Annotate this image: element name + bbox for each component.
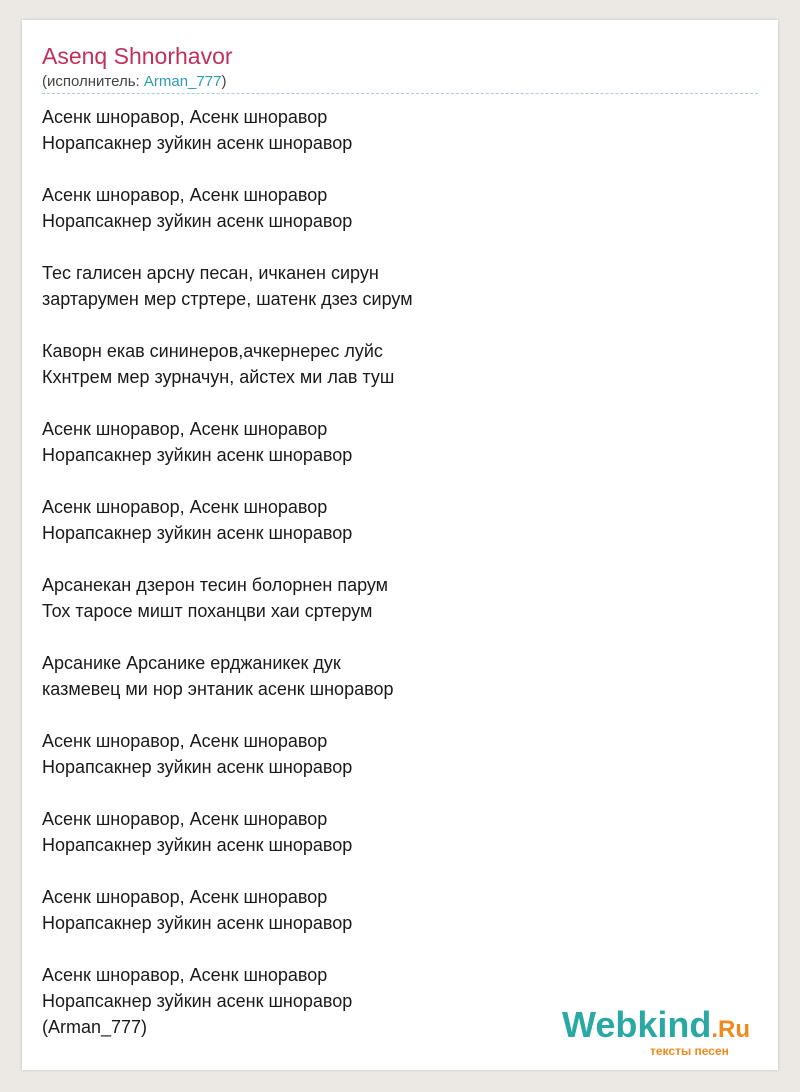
stanza: [42, 728, 413, 780]
lyric-line: Арсанекан дзерон тесин болорнен парум: [42, 575, 389, 595]
lyrics-body: [42, 104, 413, 1040]
lyric-line: Тох таросе мишт поханцви хаи сртерум: [42, 601, 373, 621]
lyric-line: Каворн екав сининеров,ачкернерес луйс: [42, 341, 383, 361]
lyric-line: (Arman_777): [42, 1017, 148, 1037]
stanza: [42, 338, 413, 390]
lyric-line: Норапсакнер зуйкин асенк шноравор: [42, 211, 353, 231]
stanza: [42, 260, 413, 312]
lyric-line: Тес галисен арсну песан, ичканен сирун: [42, 263, 379, 283]
logo-tagline: тексты песен: [650, 1044, 729, 1058]
lyric-line: Кхнтрем мер зурначун, айстех ми лав туш: [42, 367, 395, 387]
song-title: Asenq Shnorhavor: [42, 43, 233, 69]
lyric-line: Асенк шноравор, Асенк шноравор: [42, 497, 328, 517]
lyric-line: Арсанике Арсанике ерджаникек дук: [42, 653, 341, 673]
logo-brand: Webkind: [562, 1004, 712, 1045]
lyric-line: Асенк шноравор, Асенк шноравор: [42, 185, 328, 205]
lyric-line: Асенк шноравор, Асенк шноравор: [42, 887, 328, 907]
title-divider: [42, 93, 758, 94]
lyric-line: Асенк шноравор, Асенк шноравор: [42, 107, 328, 127]
lyric-line: Норапсакнер зуйкин асенк шноравор: [42, 913, 353, 933]
lyrics-sheet: [22, 20, 778, 1070]
lyric-line: Асенк шноравор, Асенк шноравор: [42, 731, 328, 751]
lyric-line: казмевец ми нор энтаник асенк шноравор: [42, 679, 394, 699]
lyric-line: Норапсакнер зуйкин асенк шноравор: [42, 991, 353, 1011]
stanza: [42, 962, 413, 1040]
stanza: [42, 572, 413, 624]
performer-link[interactable]: Arman_777: [143, 73, 222, 90]
stanza: [42, 650, 413, 702]
stanza: [42, 104, 413, 156]
stanza: [42, 416, 413, 468]
lyric-line: Асенк шноравор, Асенк шноравор: [42, 419, 328, 439]
lyric-line: Асенк шноравор, Асенк шноравор: [42, 809, 328, 829]
lyric-line: Асенк шноравор, Асенк шноравор: [42, 965, 328, 985]
stanza: [42, 806, 413, 858]
lyric-line: Норапсакнер зуйкин асенк шноравор: [42, 835, 353, 855]
lyric-line: Норапсакнер зуйкин асенк шноравор: [42, 133, 353, 153]
stanza: [42, 884, 413, 936]
lyric-line: Норапсакнер зуйкин асенк шноравор: [42, 445, 353, 465]
stanza: [42, 182, 413, 234]
logo-tld: .Ru: [711, 1016, 751, 1043]
performer-suffix: ): [221, 73, 227, 90]
performer-prefix: (исполнитель:: [42, 73, 144, 90]
lyric-line: Норапсакнер зуйкин асенк шноравор: [42, 757, 353, 777]
performer-line: [42, 73, 226, 91]
lyric-line: Норапсакнер зуйкин асенк шноравор: [42, 523, 353, 543]
stanza: [42, 494, 413, 546]
lyric-line: зартарумен мер стртере, шатенк дзез сирум: [42, 289, 413, 309]
webkind-logo: [562, 1003, 758, 1059]
